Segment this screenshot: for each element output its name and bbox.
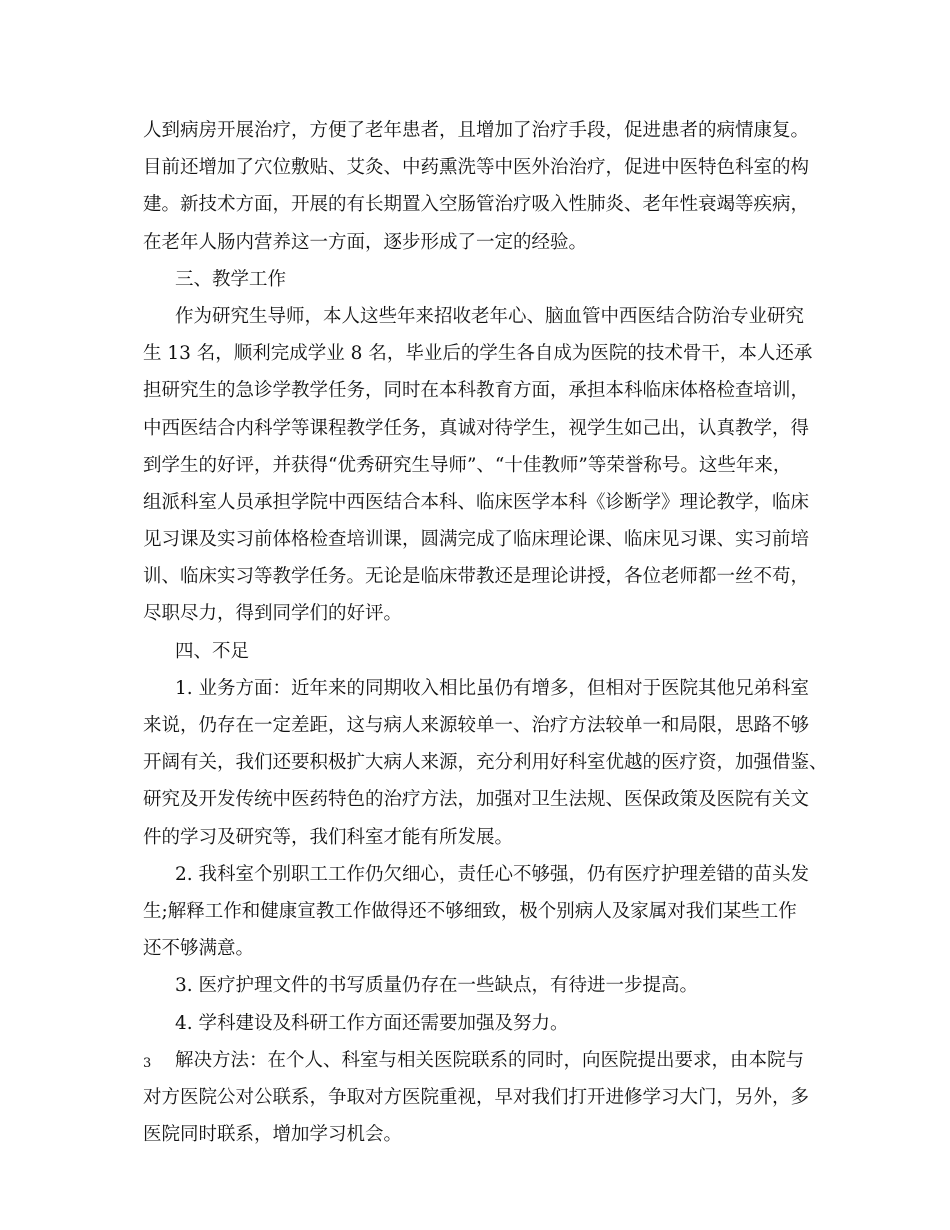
- text-line: 2. 我科室个别职工工作仍欠细心，责任心不够强，仍有医疗护理差错的苗头发: [175, 863, 810, 885]
- text-line: 1. 业务方面：近年来的同期收入相比虽仍有增多，但相对于医院其他兄弟科室: [175, 677, 810, 699]
- text-line: 作为研究生导师，本人这些年来招收老年心、脑血管中西医结合防治专业研究: [175, 305, 805, 327]
- text-line: 尽职尽力，得到同学们的好评。: [143, 603, 403, 625]
- document-body: [143, 112, 833, 1153]
- text-line: 对方医院公对公联系，争取对方医院重视，早对我们打开进修学习大门，另外，多: [143, 1086, 810, 1108]
- text-line: 来说，仍存在一定差距，这与病人来源较单一、治疗方法较单一和局限，思路不够: [143, 715, 810, 736]
- text-line: 见习课及实习前体格检查培训课，圆满完成了临床理论课、临床见习课、实习前培: [143, 529, 810, 551]
- text-line: 中西医结合内科学等课程教学任务，真诚对待学生，视学生如己出，认真教学，得: [143, 417, 810, 439]
- text-line: 到学生的好评，并获得“优秀研究生导师”、“十佳教师”等荣誉称号。这些年来，: [143, 454, 792, 476]
- text-line: 三、教学工作: [175, 268, 287, 290]
- text-line: 在老年人肠内营养这一方面，逐步形成了一定的经验。: [143, 231, 588, 253]
- text-line: 研究及开发传统中医药特色的治疗方法，加强对卫生法规、医保政策及医院有关文: [143, 789, 810, 811]
- text-line: 人到病房开展治疗，方便了老年患者，且增加了治疗手段，促进患者的病情康复。: [143, 120, 810, 141]
- text-line: 训、临床实习等教学任务。无论是临床带教还是理论讲授，各位老师都一丝不苟，: [143, 566, 810, 588]
- text-line: 组派科室人员承担学院中西医结合本科、临床医学本科《诊断学》理论教学，临床: [143, 491, 810, 513]
- text-line: 4. 学科建设及科研工作方面还需要加强及努力。: [175, 1012, 569, 1034]
- text-line: 件的学习及研究等，我们科室才能有所发展。: [143, 826, 514, 848]
- text-line: 生 13 名，顺利完成学业 8 名，毕业后的学生各自成为医院的技术骨干，本人还承: [143, 343, 813, 365]
- page-number: 3: [143, 1056, 152, 1071]
- text-line: 还不够满意。: [143, 938, 255, 960]
- text-line: 四、不足: [175, 640, 250, 662]
- text-line: 医院同时联系，增加学习机会。: [143, 1124, 403, 1146]
- text-line: 3. 医疗护理文件的书写质量仍存在一些缺点，有待进一步提高。: [175, 975, 699, 997]
- text-line: 开阔有关，我们还要积极扩大病人来源，充分利用好科室优越的医疗资，加强借鉴、: [143, 752, 828, 774]
- text-line: 建。新技术方面，开展的有长期置入空肠管治疗吸入性肺炎、老年性衰竭等疾病，: [143, 194, 810, 216]
- text-line: 担研究生的急诊学教学任务，同时在本科教育方面，承担本科临床体格检查培训，: [143, 380, 810, 402]
- text-line: 目前还增加了穴位敷贴、艾灸、中药熏洗等中医外治治疗，促进中医特色科室的构: [143, 157, 810, 179]
- text-line: 生;解释工作和健康宣教工作做得还不够细致，极个别病人及家属对我们某些工作: [143, 900, 797, 922]
- text-line: 解决方法：在个人、科室与相关医院联系的同时，向医院提出要求，由本院与: [175, 1049, 805, 1071]
